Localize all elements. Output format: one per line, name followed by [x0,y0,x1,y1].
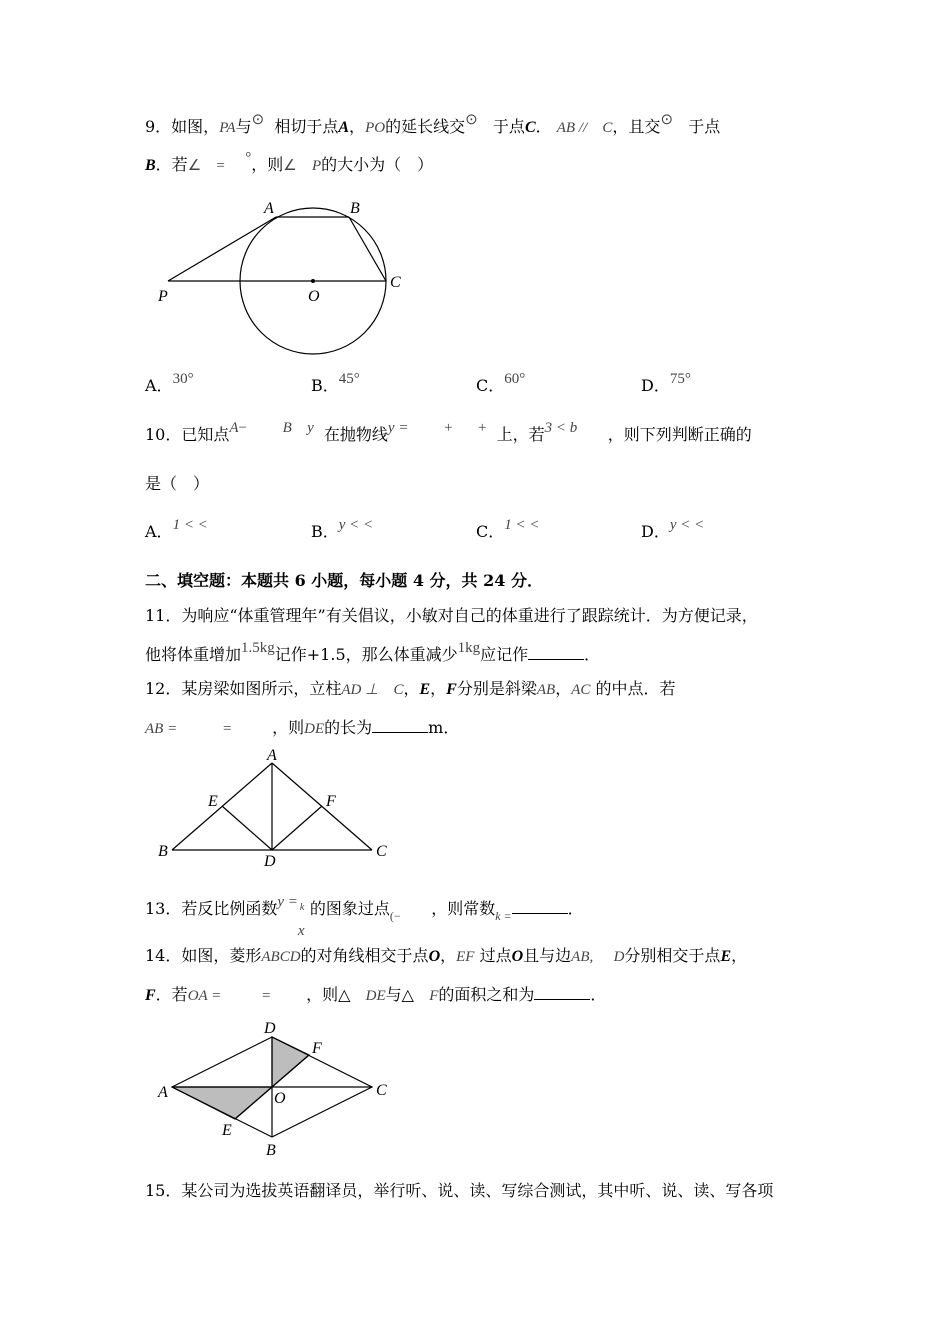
q14-label-o: O [274,1090,286,1107]
q10-option-c[interactable] [476,517,540,544]
q9-line2 [145,150,434,177]
q12-text: 分别是斜梁 [456,679,537,698]
q9-number: 9．如图， [145,117,220,136]
q14-point-e: E [720,948,732,965]
q9-math-ab: AB // [556,120,588,136]
q9-math-pa: PA [219,120,236,136]
q13-math-k: k [299,902,305,913]
option-value: 75° [669,371,691,387]
q9-option-b[interactable] [311,371,360,398]
q9-text: ，且交 [612,117,661,136]
q12-math: C [393,682,404,698]
option-value: 60° [504,371,526,387]
q12-text: 的长为 [324,718,373,737]
q14-text: 且与边 [523,946,572,965]
q14-text: ， [731,946,748,965]
q9-center-dot [311,279,315,283]
q14-math: = [261,988,271,1004]
q14-math: AB, [571,949,594,965]
q12-point-e: E [419,681,431,698]
q13-text: ，则常数 [431,899,496,918]
q12-text: ，则 [272,718,305,737]
q14-text: ，则△ [306,985,351,1004]
option-label: D． [641,376,670,395]
option-value: 45° [338,371,360,387]
q10-text: 上，若 [496,425,545,444]
q9-label-b: B [350,200,360,217]
q12-figure [150,748,400,873]
q10-math: 3 < b [544,420,578,436]
q14-math: F [429,988,439,1004]
q10-math: + [477,420,487,436]
q13-text: 13．若反比例函数 [145,899,278,918]
q9-text: ． [535,117,552,136]
q12-label-a: A [267,748,277,764]
q11-math: 1kg [457,640,481,656]
q14-text: ．若 [155,985,188,1004]
q10-option-d[interactable] [641,517,705,544]
q14-math: D [613,949,625,965]
q9-text: 相切于点 [274,117,339,136]
q9-text: 于点 [688,117,721,136]
q9-option-d[interactable] [641,371,691,398]
q12-answer-blank[interactable] [372,716,428,733]
option-value: 1 < < [504,517,540,533]
q11-text: 他将体重增加 [145,645,242,664]
q14-math: ABCD [261,949,301,965]
q14-text: 14．如图，菱形 [145,946,262,965]
q10-line2: 是（ ） [145,474,210,493]
q13-answer-blank[interactable] [512,897,568,914]
q13-math: k = [495,909,512,923]
q9-math: C [602,120,613,136]
q12-point-f: F [446,681,457,698]
q12-label-f: F [326,793,336,810]
q12-line-de [222,806,272,850]
q9-figure [140,195,420,365]
q9-angle-symbol: ∠ [187,158,202,174]
q14-shaded-triangle-aoe [172,1087,272,1119]
q12-math: AD ⊥ [341,682,379,698]
q9-label-a: A [264,200,274,217]
q14-text: 的对角线相交于点 [300,946,429,965]
q9-text: 于点 [492,117,525,136]
q9-circle-symbol: ⊙ [251,112,265,128]
option-value: y < < [669,517,705,533]
q12-math: AB = [145,721,178,737]
q14-figure [150,1015,400,1160]
q12-math: DE [304,721,325,737]
q9-math: ° [245,150,252,166]
q14-point-o: O [428,948,441,965]
q12-math: AC [571,682,591,698]
q9-circle-symbol: ⊙ [465,112,478,128]
q13-math-x: x [297,923,305,939]
q9-line-pa [168,217,276,281]
q14-shaded-triangle-dof [272,1037,309,1087]
q12-math: AB [536,682,556,698]
q9-text: 的延长线交 [385,117,466,136]
option-value: 30° [172,371,194,387]
option-label: A． [145,376,173,395]
q14-text: 分别相交于点 [624,946,721,965]
q12-line1 [145,678,675,701]
q11-text: 应记作 [480,645,529,664]
q12-line2 [145,716,459,740]
q14-math: OA = [187,988,222,1004]
q14-label-f: F [312,1040,322,1057]
q10-math: A [229,420,239,436]
q10-math: B [282,420,292,436]
q12-text: 的中点．若 [595,679,676,698]
q11-text: ． [584,645,601,664]
q14-text: 的面积之和为 [438,985,535,1004]
q12-math: = [222,721,232,737]
q12-label-b: B [158,843,168,860]
q10-math: y [307,420,314,436]
q9-label-o: O [308,288,320,305]
q14-label-c: C [376,1082,387,1099]
q9-point-a: A [338,119,350,136]
q12-label-d: D [264,853,276,870]
q10-option-b[interactable] [311,517,374,544]
q10-number: 10．已知点 [145,425,230,444]
section-heading: 二、填空题：本题共 6 小题，每小题 4 分，共 24 分． [145,571,543,590]
option-label: C． [476,522,505,541]
q11-math: 1.5kg [241,640,275,656]
q13-text: 的图象过点 [309,899,390,918]
option-label: D． [641,522,670,541]
q14-text: ． [590,985,607,1004]
q12-text: ， [430,679,447,698]
q11-line2 [145,640,601,667]
q11-line1: 11．为响应“体重管理年”有关倡议，小敏对自己的体重进行了跟踪统计．为方便记录， [145,606,758,625]
q9-text: ， [349,117,366,136]
q11-text: 记作+1.5，那么体重减少 [274,645,458,664]
q10-line1 [145,420,752,447]
q12-text: 12．某房梁如图所示，立柱 [145,679,342,698]
q9-math: P [311,158,322,174]
q13-math: (− [389,909,401,923]
q12-text: m． [428,718,460,737]
q13-math: y = [277,894,298,910]
q9-text: 与 [235,117,252,136]
q14-point-f: F [145,987,156,1004]
q9-math: = [216,158,225,174]
q10-option-a[interactable] [145,517,208,544]
q9-label-c: C [390,274,401,291]
q11-answer-blank[interactable] [528,643,584,660]
q14-math: EF [456,949,475,965]
q14-label-a: A [158,1084,168,1101]
q9-option-a[interactable] [145,371,194,398]
q13-line [145,894,584,939]
q9-text: 的大小为（ ） [321,155,434,174]
q9-point-b: B [145,157,156,174]
q9-circle-symbol: ⊙ [660,112,674,128]
q9-option-c[interactable] [476,371,526,398]
q9-angle-symbol: ∠ [283,158,297,174]
q14-label-d: D [264,1020,276,1037]
q14-text: ， [440,946,457,965]
option-label: B． [311,376,339,395]
q10-math: y = [387,420,409,436]
q14-line1 [145,945,747,968]
q14-line2 [145,983,606,1007]
q9-line1 [145,112,721,139]
option-value: 1 < < [172,517,208,533]
q9-text: ．若 [155,155,188,174]
q12-text: ， [403,679,420,698]
q12-label-e: E [208,793,218,810]
q14-label-e: E [222,1122,232,1139]
q9-text: ，则 [251,155,284,174]
q12-label-c: C [376,843,387,860]
q9-point-c: C [524,119,536,136]
q14-point-o: O [511,948,524,965]
q14-answer-blank[interactable] [534,983,590,1000]
q15-line1: 15．某公司为选拔英语翻译员，举行听、说、读、写综合测试，其中听、说、读、写各项 [145,1181,774,1200]
q12-line-df [272,806,322,850]
q9-label-p: P [158,288,168,305]
q14-label-b: B [266,1142,276,1159]
q14-text: 过点 [479,946,512,965]
q10-math: − [238,420,248,436]
option-label: A． [145,522,173,541]
option-label: B． [311,522,339,541]
q10-math: + [444,420,453,436]
q10-text: 在抛物线 [323,425,388,444]
q14-text: 与△ [385,985,414,1004]
q9-line-bc [349,217,386,281]
q14-math: DE [365,988,386,1004]
q9-math-po: PO [365,120,386,136]
q13-text: ． [567,899,584,918]
option-value: y < < [338,517,374,533]
q12-text: ， [555,679,572,698]
q10-text: ，则下列判断正确的 [607,425,752,444]
option-label: C． [476,376,505,395]
